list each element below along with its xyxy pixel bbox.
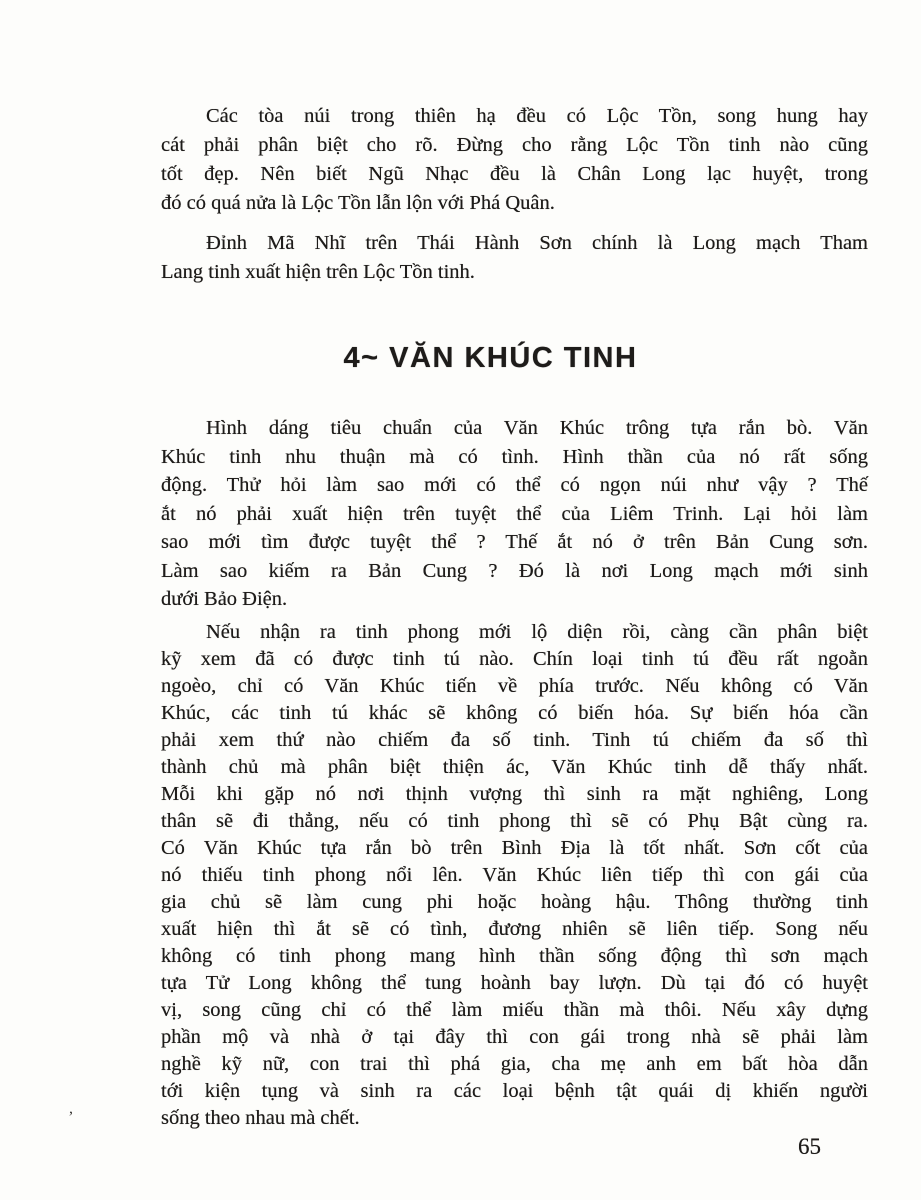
text-line: cát phải phân biệt cho rõ. Đừng cho rằng Lộc Tồn tinh nào cũng [161,134,868,156]
text-line: Có Văn Khúc tựa rắn bò trên Bình Địa là tốt nhất. Sơn cốt của [161,836,868,859]
text-line: nó thiếu tinh phong nổi lên. Văn Khúc liên tiếp thì con gái của [161,863,868,886]
text-line: động. Thử hỏi làm sao mới có thể có ngọn núi như vậy ? Thế [161,474,868,496]
text-line: Khúc, các tinh tú khác sẽ không có biến hóa. Sự biến hóa cần [161,701,868,724]
text-line: phần mộ và nhà ở tại đây thì con gái trong nhà sẽ phải làm [161,1025,868,1048]
text-line: ắt nó phải xuất hiện trên tuyệt thể của Liêm Trinh. Lại hỏi làm [161,502,868,525]
text-line: kỹ xem đã có được tinh tú nào. Chín loại tinh tú đều rất ngoằn [161,647,868,670]
text-line: Hình dáng tiêu chuẩn của Văn Khúc trông tựa rắn bò. Văn [206,417,868,439]
text-line: Khúc tinh nhu thuận mà có tình. Hình thần của nó rất sống [161,445,868,468]
paragraph [161,229,868,287]
text-line: thành chủ mà phân biệt thiện ác, Văn Khúc tinh dễ thấy nhất. [161,755,868,778]
page-number: 65 [798,1134,821,1159]
text-line: vị, song cũng chỉ có thể làm miếu thần mà thôi. Nếu xây dựng [161,998,868,1021]
text-line: không có tinh phong mang hình thần sống động thì sơn mạch [161,944,868,967]
paragraph [161,619,868,1132]
text-line: tốt đẹp. Nên biết Ngũ Nhạc đều là Chân Long lạc huyệt, trong [161,163,868,185]
text-line: ngoèo, chỉ có Văn Khúc tiến về phía trước. Nếu không có Văn [161,674,868,697]
text-line: Mỗi khi gặp nó nơi thịnh vượng thì sinh ra mặt nghiêng, Long [161,782,868,805]
text-line: tới kiện tụng và sinh ra các loại bệnh tật quái dị khiến người [161,1079,868,1102]
text-line: tựa Tử Long không thể tung hoành bay lượn. Dù tại đó có huyệt [161,971,868,994]
text-line: sống theo nhau mà chết. [161,1106,360,1129]
text-line: thân sẽ đi thẳng, nếu có tinh phong thì sẽ có Phụ Bật cùng ra. [161,809,868,832]
text-line: dưới Bảo Điện. [161,588,288,610]
section-heading: 4~ VĂN KHÚC TINH [343,342,638,374]
text-line: Nếu nhận ra tinh phong mới lộ diện rồi, càng cần phân biệt [206,620,868,643]
text-line: phải xem thứ nào chiếm đa số tinh. Tinh tú chiếm đa số thì [161,728,868,751]
text-line: gia chủ sẽ làm cung phi hoặc hoàng hậu. Thông thường tinh [161,890,868,913]
paragraph [161,102,868,218]
text-line: nghề kỹ nữ, con trai thì phá gia, cha mẹ anh em bất hòa dẫn [161,1052,868,1075]
text-column [161,0,868,1132]
text-line: đó có quá nửa là Lộc Tồn lẫn lộn với Phá Quân. [161,192,555,214]
margin-ink-artifact: , [69,1100,73,1117]
text-line: Các tòa núi trong thiên hạ đều có Lộc Tồn, song hung hay [206,105,868,127]
text-line: Đỉnh Mã Nhĩ trên Thái Hành Sơn chính là Long mạch Tham [206,232,868,254]
text-line: xuất hiện thì ắt sẽ có tình, đương nhiên sẽ liên tiếp. Song nếu [161,917,868,940]
text-line: sao mới tìm được tuyệt thể ? Thế ắt nó ở trên Bản Cung sơn. [161,531,868,553]
text-line: Làm sao kiếm ra Bản Cung ? Đó là nơi Long mạch mới sinh [161,559,868,582]
text-line: Lang tinh xuất hiện trên Lộc Tồn tinh. [161,261,475,283]
paragraph [161,414,868,614]
